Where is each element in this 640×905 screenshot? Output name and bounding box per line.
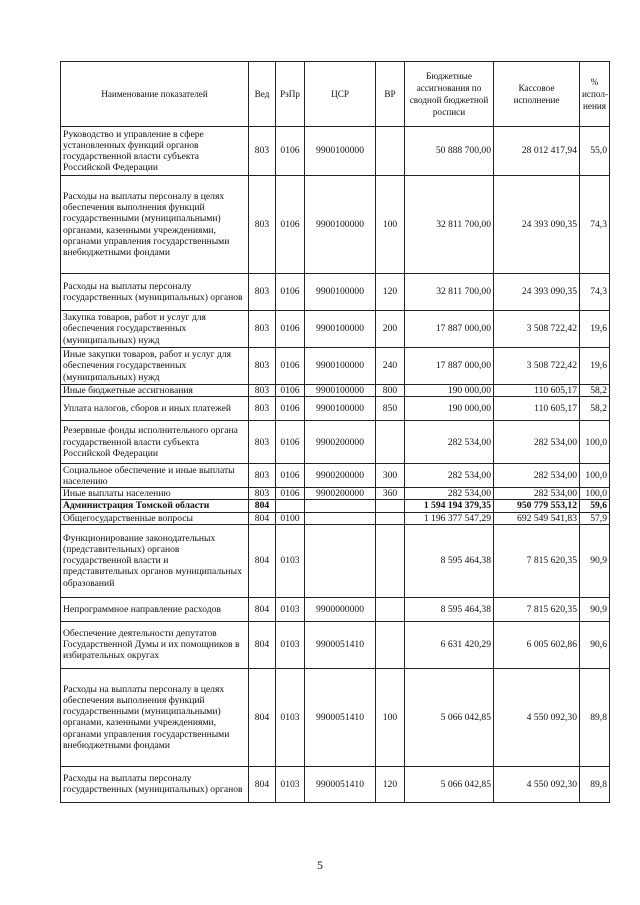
cell-vr: 240 — [376, 348, 405, 385]
table-row — [61, 397, 610, 421]
cell-csr: 9900100000 — [305, 311, 376, 348]
table-row — [61, 464, 610, 488]
cell-vr: 200 — [376, 311, 405, 348]
cell-cash: 7 815 620,35 — [494, 524, 580, 597]
cell-vr: 800 — [376, 385, 405, 397]
cell-name: Расходы на выплаты персоналу государственных (муниципальных) органов — [61, 766, 249, 802]
cell-cash: 28 012 417,94 — [494, 127, 580, 176]
cell-name: Непрограммное направление расходов — [61, 597, 249, 621]
cell-csr: 9900200000 — [305, 464, 376, 488]
cell-vr: 360 — [376, 488, 405, 500]
cell-ved: 804 — [249, 621, 276, 668]
cell-vr — [376, 512, 405, 524]
cell-csr: 9900100000 — [305, 348, 376, 385]
cell-pct: 74,3 — [580, 274, 610, 311]
cell-name: Расходы на выплаты персоналу государственных (муниципальных) органов — [61, 274, 249, 311]
cell-name: Расходы на выплаты персоналу в целях обеспечения выполнения функций государственными (муниципальными) органами, казенными учреждениями, органами управления государственными внебюджетными фондами — [61, 176, 249, 274]
cell-ved: 803 — [249, 127, 276, 176]
header-name: Наименование показателей — [61, 62, 249, 127]
cell-assign: 190 000,00 — [405, 397, 494, 421]
header-ved: Вед — [249, 62, 276, 127]
cell-rzpr: 0106 — [276, 488, 305, 500]
cell-pct: 58,2 — [580, 385, 610, 397]
cell-assign: 17 887 000,00 — [405, 311, 494, 348]
cell-cash: 282 534,00 — [494, 464, 580, 488]
cell-rzpr: 0106 — [276, 385, 305, 397]
cell-name: Общегосударственные вопросы — [61, 512, 249, 524]
cell-pct: 19,6 — [580, 348, 610, 385]
cell-cash: 24 393 090,35 — [494, 274, 580, 311]
cell-name: Обеспечение деятельности депутатов Государственной Думы и их помощников в избирательных округах — [61, 621, 249, 668]
cell-rzpr: 0103 — [276, 524, 305, 597]
cell-ved: 804 — [249, 766, 276, 802]
cell-vr — [376, 597, 405, 621]
cell-rzpr: 0103 — [276, 597, 305, 621]
page-number: 5 — [317, 858, 323, 872]
cell-assign: 1 594 194 379,35 — [405, 500, 494, 512]
cell-csr: 9900100000 — [305, 385, 376, 397]
cell-vr: 300 — [376, 464, 405, 488]
cell-vr — [376, 621, 405, 668]
cell-csr: 9900100000 — [305, 397, 376, 421]
cell-pct: 90,9 — [580, 524, 610, 597]
cell-cash: 4 550 092,30 — [494, 766, 580, 802]
cell-csr: 9900000000 — [305, 597, 376, 621]
cell-pct: 100,0 — [580, 488, 610, 500]
cell-pct: 55,0 — [580, 127, 610, 176]
cell-name: Резервные фонды исполнительного органа государственной власти субъекта Российской Федерации — [61, 421, 249, 464]
cell-cash: 110 605,17 — [494, 385, 580, 397]
table-row — [61, 597, 610, 621]
cell-name: Функционирование законодательных (представительных) органов государственной власти и представительных органов муниципальных образований — [61, 524, 249, 597]
table-row — [61, 176, 610, 274]
cell-name: Социальное обеспечение и иные выплаты населению — [61, 464, 249, 488]
cell-rzpr: 0106 — [276, 348, 305, 385]
cell-name: Администрация Томской области — [61, 500, 249, 512]
cell-rzpr: 0100 — [276, 512, 305, 524]
cell-vr: 120 — [376, 766, 405, 802]
cell-assign: 190 000,00 — [405, 385, 494, 397]
cell-cash: 3 508 722,42 — [494, 311, 580, 348]
cell-csr — [305, 524, 376, 597]
cell-ved: 803 — [249, 176, 276, 274]
header-pct: % испол-нения — [580, 62, 610, 127]
cell-assign: 282 534,00 — [405, 488, 494, 500]
cell-vr — [376, 421, 405, 464]
cell-name: Расходы на выплаты персоналу в целях обеспечения выполнения функций государственными (муниципальными) органами, казенными учреждениями, органами управления государственными внебюджетными фондами — [61, 668, 249, 766]
cell-assign: 1 196 377 547,29 — [405, 512, 494, 524]
cell-cash: 24 393 090,35 — [494, 176, 580, 274]
cell-csr: 9900051410 — [305, 668, 376, 766]
cell-rzpr: 0103 — [276, 668, 305, 766]
cell-pct: 90,9 — [580, 597, 610, 621]
cell-assign: 32 811 700,00 — [405, 274, 494, 311]
cell-csr: 9900100000 — [305, 274, 376, 311]
cell-ved: 803 — [249, 488, 276, 500]
cell-assign: 5 066 042,85 — [405, 668, 494, 766]
cell-assign: 282 534,00 — [405, 464, 494, 488]
table-header-row — [61, 62, 610, 127]
cell-vr — [376, 500, 405, 512]
cell-rzpr: 0106 — [276, 176, 305, 274]
header-cash: Кассовое исполнение — [494, 62, 580, 127]
cell-cash: 282 534,00 — [494, 421, 580, 464]
cell-vr: 100 — [376, 176, 405, 274]
header-rzpr: РзПр — [276, 62, 305, 127]
cell-rzpr: 0106 — [276, 311, 305, 348]
cell-pct: 90,6 — [580, 621, 610, 668]
cell-rzpr: 0106 — [276, 397, 305, 421]
table-row — [61, 766, 610, 802]
cell-ved: 804 — [249, 512, 276, 524]
header-vr: ВР — [376, 62, 405, 127]
cell-assign: 282 534,00 — [405, 421, 494, 464]
cell-pct: 19,6 — [580, 311, 610, 348]
cell-ved: 804 — [249, 524, 276, 597]
cell-ved: 803 — [249, 348, 276, 385]
header-assign: Бюджетные ассигнования по сводной бюджетной росписи — [405, 62, 494, 127]
cell-cash: 950 779 553,12 — [494, 500, 580, 512]
cell-ved: 803 — [249, 274, 276, 311]
cell-cash: 6 005 602,86 — [494, 621, 580, 668]
table-row — [61, 512, 610, 524]
cell-rzpr: 0103 — [276, 766, 305, 802]
table-row — [61, 274, 610, 311]
cell-cash: 4 550 092,30 — [494, 668, 580, 766]
cell-assign: 5 066 042,85 — [405, 766, 494, 802]
cell-csr: 9900100000 — [305, 176, 376, 274]
cell-pct: 89,8 — [580, 766, 610, 802]
cell-ved: 803 — [249, 464, 276, 488]
table-row — [61, 500, 610, 512]
cell-csr: 9900100000 — [305, 127, 376, 176]
cell-vr: 120 — [376, 274, 405, 311]
cell-cash: 7 815 620,35 — [494, 597, 580, 621]
cell-assign: 8 595 464,38 — [405, 597, 494, 621]
table-row — [61, 311, 610, 348]
cell-name: Иные закупки товаров, работ и услуг для обеспечения государственных (муниципальных) нужд — [61, 348, 249, 385]
cell-pct: 100,0 — [580, 464, 610, 488]
cell-ved: 803 — [249, 311, 276, 348]
cell-cash: 3 508 722,42 — [494, 348, 580, 385]
cell-ved: 804 — [249, 597, 276, 621]
cell-vr: 100 — [376, 668, 405, 766]
table-row — [61, 421, 610, 464]
cell-assign: 50 888 700,00 — [405, 127, 494, 176]
cell-cash: 110 605,17 — [494, 397, 580, 421]
cell-ved: 804 — [249, 668, 276, 766]
cell-csr: 9900051410 — [305, 621, 376, 668]
cell-csr — [305, 500, 376, 512]
budget-execution-table — [60, 61, 610, 803]
cell-rzpr: 0103 — [276, 621, 305, 668]
cell-name: Иные выплаты населению — [61, 488, 249, 500]
cell-rzpr: 0106 — [276, 421, 305, 464]
table-row — [61, 385, 610, 397]
header-csr: ЦСР — [305, 62, 376, 127]
cell-ved: 804 — [249, 500, 276, 512]
cell-cash: 692 549 541,83 — [494, 512, 580, 524]
cell-pct: 57,9 — [580, 512, 610, 524]
table-row — [61, 621, 610, 668]
cell-pct: 58,2 — [580, 397, 610, 421]
cell-pct: 74,3 — [580, 176, 610, 274]
table-row — [61, 524, 610, 597]
table-row — [61, 488, 610, 500]
cell-pct: 89,8 — [580, 668, 610, 766]
cell-csr — [305, 512, 376, 524]
cell-vr: 850 — [376, 397, 405, 421]
cell-rzpr: 0106 — [276, 127, 305, 176]
cell-vr — [376, 524, 405, 597]
cell-assign: 17 887 000,00 — [405, 348, 494, 385]
cell-pct: 59,6 — [580, 500, 610, 512]
cell-assign: 6 631 420,29 — [405, 621, 494, 668]
cell-name: Уплата налогов, сборов и иных платежей — [61, 397, 249, 421]
cell-ved: 803 — [249, 385, 276, 397]
cell-name: Иные бюджетные ассигнования — [61, 385, 249, 397]
table-row — [61, 127, 610, 176]
cell-pct: 100,0 — [580, 421, 610, 464]
cell-csr: 9900200000 — [305, 421, 376, 464]
cell-name: Закупка товаров, работ и услуг для обеспечения государственных (муниципальных) нужд — [61, 311, 249, 348]
cell-rzpr — [276, 500, 305, 512]
table-row — [61, 668, 610, 766]
cell-cash: 282 534,00 — [494, 488, 580, 500]
cell-rzpr: 0106 — [276, 274, 305, 311]
table-row — [61, 348, 610, 385]
cell-assign: 32 811 700,00 — [405, 176, 494, 274]
cell-assign: 8 595 464,38 — [405, 524, 494, 597]
cell-ved: 803 — [249, 397, 276, 421]
cell-csr: 9900200000 — [305, 488, 376, 500]
cell-csr: 9900051410 — [305, 766, 376, 802]
cell-name: Руководство и управление в сфере установленных функций органов государственной власти субъекта Российской Федерации — [61, 127, 249, 176]
cell-ved: 803 — [249, 421, 276, 464]
cell-vr — [376, 127, 405, 176]
cell-rzpr: 0106 — [276, 464, 305, 488]
